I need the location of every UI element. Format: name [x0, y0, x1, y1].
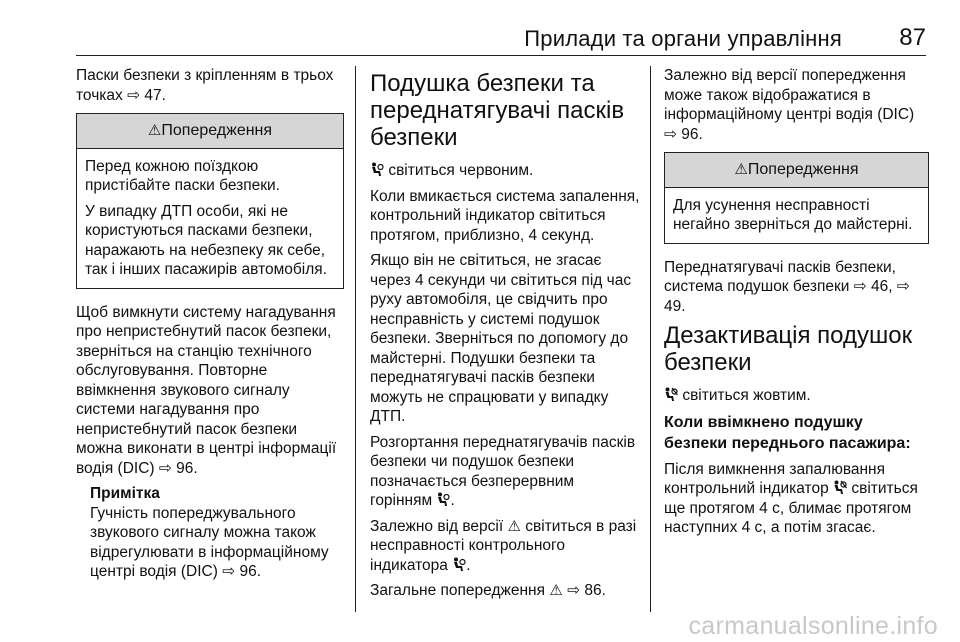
- warning-triangle-icon: ⚠: [507, 517, 521, 535]
- body-text: Після вимкнення запалювання контрольний індикатор: [664, 460, 886, 497]
- warning-triangle-icon: ⚠: [147, 122, 162, 139]
- subheading: Коли ввімкнено подушку безпеки переднього пасажира:: [664, 413, 911, 452]
- icon-line-text: світиться червоним.: [388, 162, 534, 179]
- warning-label: Попередження: [161, 122, 273, 139]
- body-paragraph: Коли вмикається система запалення, контрольний індикатор світиться протягом, приблизно, 4 секунд.: [370, 187, 640, 244]
- body-text: світиться в разі несправності контрольного індикатора: [370, 517, 637, 574]
- warning-triangle-icon: ⚠: [549, 582, 563, 599]
- warning-body: [665, 188, 928, 243]
- warning-header: [665, 153, 928, 188]
- column-1: [76, 66, 344, 588]
- warning-box: [76, 113, 344, 289]
- body-text: Залежно від версії: [370, 517, 504, 535]
- airbag-off-icon: [664, 387, 678, 402]
- intro-paragraph: Паски безпеки з кріпленням в трьох точках ⇨ 47.: [76, 67, 334, 104]
- body-paragraph: Щоб вимкнути систему нагадування про непристебнутий пасок безпеки, зверніться на станцію технічного обслуговування. Повторне ввімкнення звукового сигналу системи нагадування про непристебнутий пасок безпеки можна виконати в центрі інформації водія (DIC) ⇨ 96.: [76, 303, 337, 477]
- warning-triangle-icon: ⚠: [734, 161, 748, 178]
- body-text: Загальне попередження: [370, 582, 545, 599]
- watermark: carmanualsonline.info: [688, 612, 938, 640]
- note-text: Гучність попереджувального звукового сигналу можна також відрегулювати в інформаційному центрі водія (DIC) ⇨ 96.: [90, 504, 329, 580]
- body-paragraph: Переднатягувачі пасків безпеки, система подушок безпеки ⇨ 46, ⇨ 49.: [664, 258, 910, 315]
- icon-line-text: світиться жовтим.: [682, 387, 811, 404]
- body-paragraph: [370, 581, 640, 601]
- warning-label: Попередження: [747, 161, 859, 178]
- section-heading: Дезактивація подушок безпеки: [664, 322, 913, 376]
- airbag-seat-icon: [436, 492, 450, 507]
- warning-header: [77, 114, 343, 149]
- body-text: світиться ще протягом 4 с, блимає протягом наступних 4 с, а потім згасає.: [664, 480, 918, 536]
- warning-text: Перед кожною поїздкою пристібайте паски безпеки.: [85, 157, 280, 194]
- body-paragraph: Якщо він не світиться, не згасає через 4 секунди чи світиться під час руху автомобіля, це свідчить про несправність у системі подушок безпеки. Зверніться по допомогу до майстерні. Подушки безпеки та переднатягувачі пасків безпеки можуть не спрацювати у випадку ДТП.: [370, 252, 632, 425]
- column-3: [664, 66, 929, 544]
- airbag-seat-icon: [452, 557, 466, 572]
- airbag-seat-icon: [370, 162, 384, 177]
- page-title: Прилади та органи управління: [524, 26, 842, 51]
- header-rule: [76, 55, 926, 56]
- section-heading: Подушка безпеки та переднатягувачі пасків безпеки: [370, 70, 625, 151]
- page-number: 87: [899, 24, 926, 51]
- column-divider: [650, 66, 651, 612]
- warning-text: У випадку ДТП особи, які не користуються пасками безпеки, наражають на небезпеку як себе, так і інших пасажирів автомобіля.: [85, 202, 327, 278]
- warning-text: Для усунення несправності негайно зверніться до майстерні.: [673, 196, 913, 233]
- body-text: ⇨ 86.: [567, 582, 606, 599]
- icon-line: [664, 386, 929, 406]
- body-paragraph: Розгортання переднатягувачів пасків безпеки чи подушок безпеки позначається безперервним горінням .: [370, 433, 636, 509]
- body-text: Розгортання переднатягувачів пасків безпеки чи подушок безпеки позначається безперервним горінням: [370, 433, 636, 509]
- icon-line: [370, 161, 640, 181]
- column-2: [370, 66, 640, 607]
- body-paragraph: Залежно від версії попередження може також відображатися в інформаційному центрі водія (DIC) ⇨ 96.: [664, 67, 915, 143]
- note-title: Примітка: [90, 485, 160, 502]
- body-paragraph: [664, 460, 929, 538]
- column-divider: [355, 66, 356, 612]
- warning-box: [664, 152, 929, 244]
- page-header: [0, 0, 960, 56]
- warning-body: [77, 149, 343, 288]
- note-block: [76, 484, 344, 582]
- body-paragraph: Залежно від версії ⚠ світиться в разі несправності контрольного індикатора .: [370, 517, 637, 574]
- airbag-off-icon: [833, 480, 847, 495]
